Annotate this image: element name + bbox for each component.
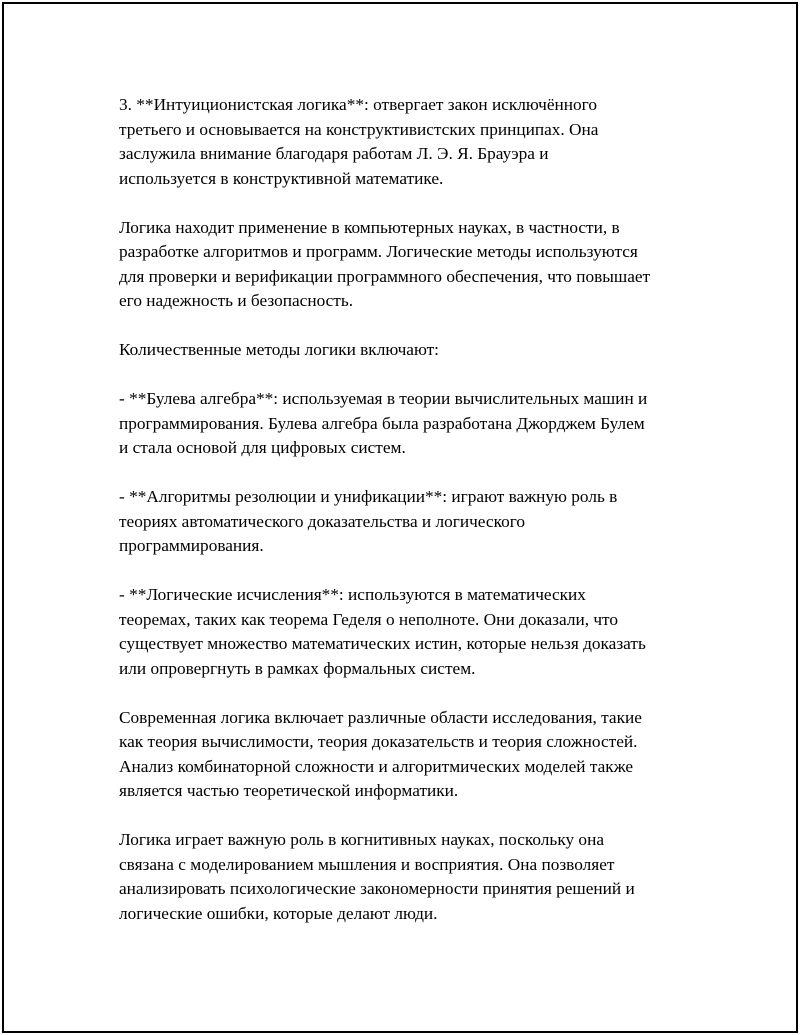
- text-line: существует множество математических истин, которые нельзя доказать: [119, 634, 646, 653]
- list-item-resolution-algorithms: [119, 485, 719, 559]
- paragraph-computer-science: [119, 216, 719, 314]
- text-line: для проверки и верификации программного обеспечения, что повышает: [119, 266, 651, 286]
- text-line: и стала основой для цифровых систем.: [119, 438, 406, 457]
- text-line: заслужила внимание благодаря работам Л. Э. Я. Брауэра и: [119, 144, 549, 163]
- text-line: как теория вычислимости, теория доказательств и теория сложностей.: [119, 732, 638, 751]
- text-line: третьего и основывается на конструктивистских принципах. Она: [119, 119, 599, 139]
- list-item-boolean-algebra: [119, 387, 719, 461]
- text-line: программирования. Булева алгебра была разработана Джорджем Булем: [119, 413, 645, 433]
- text-line: Количественные методы логики включают:: [119, 340, 439, 359]
- text-line: - **Алгоритмы резолюции и унификации**: играют важную роль в: [119, 487, 618, 506]
- text-line: - **Булева алгебра**: используемая в теории вычислительных машин и: [119, 389, 648, 408]
- text-line: программирования.: [119, 536, 264, 555]
- text-line: его надежность и безопасность.: [119, 291, 354, 310]
- text-line: или опровергнуть в рамках формальных систем.: [119, 658, 476, 678]
- paragraph-intuitionistic-logic: [119, 93, 719, 191]
- document-body: [119, 93, 719, 951]
- text-line: Анализ комбинаторной сложности и алгоритмических моделей также: [119, 756, 634, 776]
- text-line: разработке алгоритмов и программ. Логические методы используются: [119, 242, 638, 261]
- paragraph-cognitive-sciences: [119, 828, 719, 926]
- text-line: Логика находит применение в компьютерных науках, в частности, в: [119, 217, 620, 237]
- paragraph-quantitative-methods: [119, 338, 719, 363]
- text-line: Современная логика включает различные области исследования, такие: [119, 707, 642, 727]
- text-line: - **Логические исчисления**: используются в математических: [119, 585, 586, 604]
- text-line: теориях автоматического доказательства и логического: [119, 511, 526, 531]
- text-line: логические ошибки, которые делают люди.: [119, 903, 438, 923]
- text-line: связана с моделированием мышления и восприятия. Она позволяет: [119, 854, 615, 874]
- list-item-logical-calculi: [119, 583, 719, 681]
- text-line: анализировать психологические закономерности принятия решений и: [119, 879, 635, 898]
- text-line: 3. **Интуиционистская логика**: отвергает закон исключённого: [119, 95, 597, 114]
- text-line: является частью теоретической информатики.: [119, 781, 459, 800]
- text-line: Логика играет важную роль в когнитивных науках, поскольку она: [119, 830, 604, 849]
- paragraph-modern-logic: [119, 706, 719, 804]
- text-line: используется в конструктивной математике.: [119, 168, 444, 188]
- text-line: теоремах, таких как теорема Геделя о неполноте. Они доказали, что: [119, 609, 618, 629]
